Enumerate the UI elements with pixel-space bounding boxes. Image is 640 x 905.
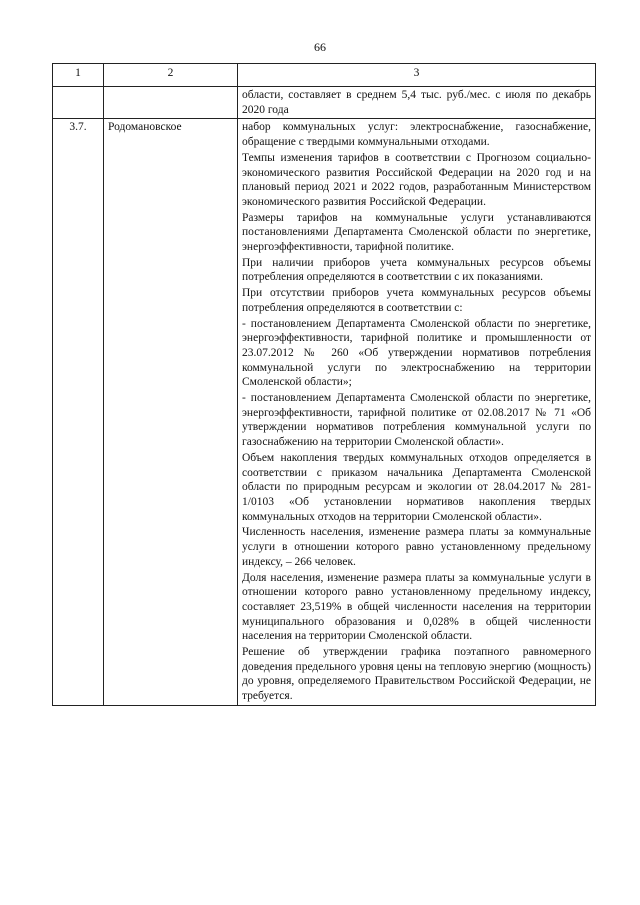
paragraph: Численность населения, изменение размера платы за коммунальные услуги в отношении которого равно установленному предельному индексу, – 266 человек.	[242, 526, 591, 568]
paragraph: Доля населения, изменение размера платы за коммунальные услуги в отношении которого равно установленному предельному индексу, составляет 23,519% в общей численности населения на территории муниципального образования и 0,028% в общей численности населения на территории Смоленской области.	[242, 571, 591, 643]
paragraph: Решение об утверждении графика поэтапного равномерного доведения предельного уровня цены на тепловую энергию (мощность) до уровня, определяемого Правительством Российской Федерации, не требуется.	[242, 646, 591, 703]
paragraph: Объем накопления твердых коммунальных отходов определяется в соответствии с приказом начальника Департамента Смоленской области по природным ресурсам и экологии от 28.04.2017 № 281-1/0103 «Об установлении нормативов накопления твердых коммунальных отходов на территории Смоленской области».	[242, 451, 591, 523]
column-header-2: 2	[104, 64, 238, 87]
continuation-number-cell	[53, 87, 104, 119]
paragraph: При наличии приборов учета коммунальных ресурсов объемы потребления определяются в соответствии с их показаниями.	[242, 256, 591, 284]
column-header-3: 3	[238, 64, 596, 87]
settlement-name: Родомановское	[104, 119, 238, 705]
paragraph: Размеры тарифов на коммунальные услуги устанавливаются постановлениями Департамента Смоленской области по энергетике, энергоэффективности, тарифной политике.	[242, 211, 591, 254]
paragraph: набор коммунальных услуг: электроснабжение, газоснабжение, обращение с твердыми коммунальными отходами.	[242, 121, 591, 149]
table-row	[53, 119, 596, 705]
column-header-1: 1	[53, 64, 104, 87]
page-number: 66	[314, 40, 326, 54]
description-cell	[238, 119, 596, 705]
continuation-settlement-cell	[104, 87, 238, 119]
continuation-text: области, составляет в среднем 5,4 тыс. руб./мес. с июля по декабрь 2020 года	[242, 89, 591, 116]
table-header-row	[53, 64, 596, 87]
paragraph: - постановлением Департамента Смоленской области по энергетике, энергоэффективности, тарифной политике и промышленности от 23.07.2012 № 260 «Об утверждении нормативов потребления коммунальной услуги по электроснабжению на территории Смоленской области»;	[242, 317, 591, 389]
tariff-table	[52, 63, 596, 706]
continuation-row	[53, 87, 596, 119]
continuation-text-cell	[238, 87, 596, 119]
paragraph: Темпы изменения тарифов в соответствии с Прогнозом социально-экономического развития Российской Федерации на 2020 год и на плановый период 2021 и 2022 годов, разработанным Министерством экономического развития Российской Федерации.	[242, 151, 591, 208]
paragraph: При отсутствии приборов учета коммунальных ресурсов объемы потребления определяются в соответствии с:	[242, 287, 591, 314]
paragraph: - постановлением Департамента Смоленской области по энергетике, энергоэффективности, тарифной политике от 02.08.2017 № 71 «Об утверждении нормативов потребления коммунальной услуги по газоснабжению на территории Смоленской области».	[242, 392, 591, 449]
row-number: 3.7.	[53, 119, 104, 705]
